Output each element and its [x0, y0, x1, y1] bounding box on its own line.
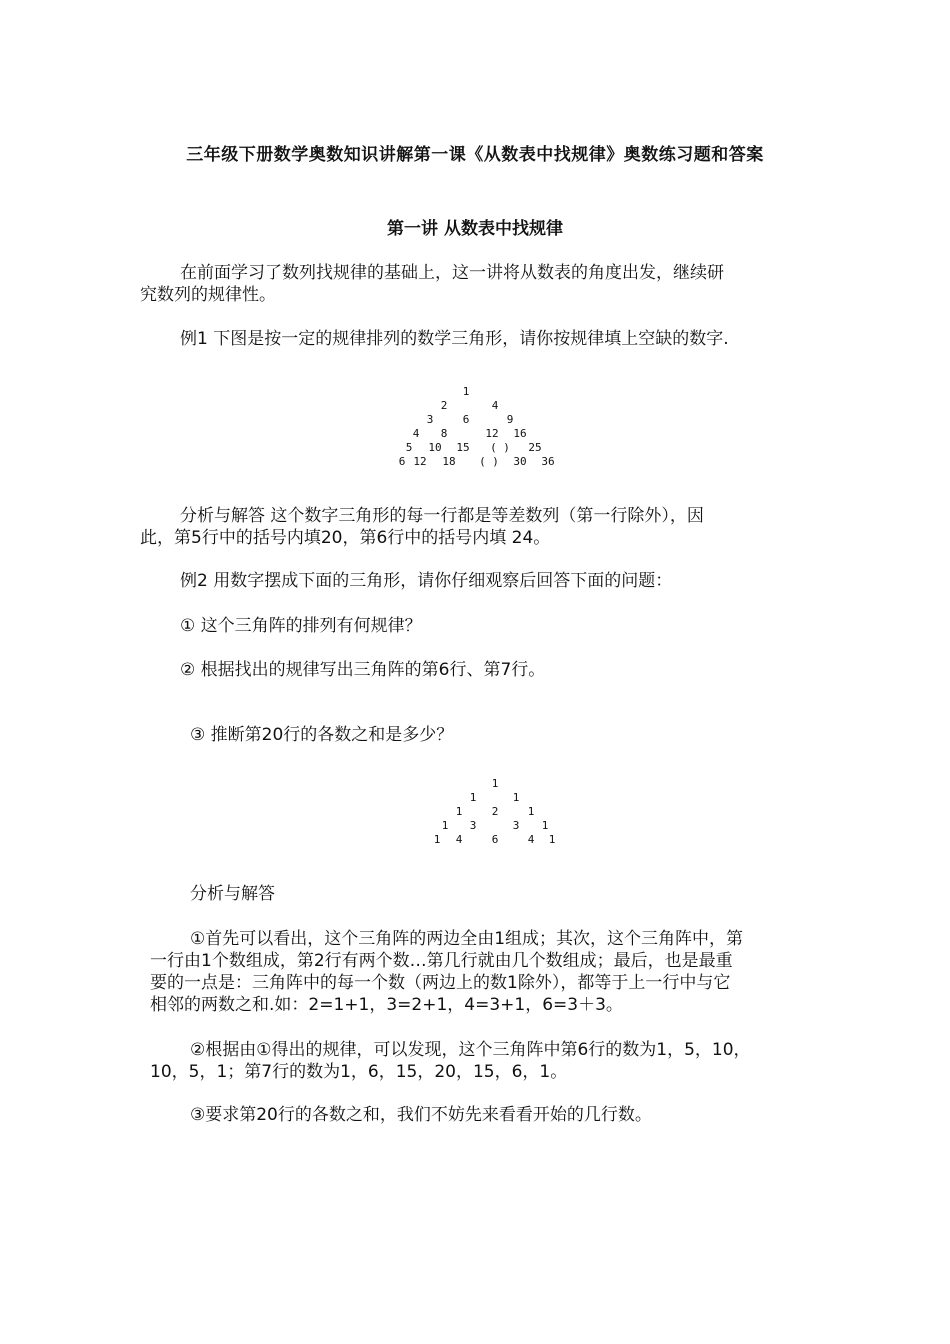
triangle2-cell: 6: [491, 833, 499, 846]
triangle1-cell: 5: [405, 441, 413, 454]
question-2: ② 根据找出的规律写出三角阵的第6行、第7行。: [180, 660, 546, 680]
triangle1-cell: 6: [462, 413, 470, 426]
triangle1-cell: 18: [442, 455, 456, 468]
triangle2-cell: 3: [512, 819, 520, 832]
analysis1-line-2: 此，第5行中的括号内填20，第6行中的括号内填 24。: [140, 528, 551, 548]
analysis2-heading: 分析与解答: [190, 884, 275, 904]
question-3: ③ 推断第20行的各数之和是多少？: [190, 725, 454, 745]
triangle1-cell: 12: [485, 427, 499, 440]
triangle1-cell: 16: [513, 427, 527, 440]
triangle1-cell: 8: [440, 427, 448, 440]
question-1: ① 这个三角阵的排列有何规律？: [180, 616, 422, 636]
intro-line-2: 究数列的规律性。: [140, 285, 276, 305]
answer2-line-2: 10，5，1；第7行的数为1，6，15，20，15，6，1。: [150, 1062, 568, 1082]
answer1-line-2: 一行由1个数组成，第2行有两个数…第几行就由几个数组成；最后，也是最重: [150, 951, 733, 971]
triangle1-cell: 30: [513, 455, 527, 468]
section-title: 第一讲 从数表中找规律: [387, 219, 563, 239]
triangle2-cell: 4: [527, 833, 535, 846]
triangle1-cell: 4: [412, 427, 420, 440]
triangle1-cell: 9: [506, 413, 514, 426]
triangle2-cell: 1: [455, 805, 463, 818]
triangle1-cell: 1: [462, 385, 470, 398]
triangle1-cell: 12: [413, 455, 427, 468]
intro-line-1: 在前面学习了数列找规律的基础上，这一讲将从数表的角度出发，继续研: [180, 263, 724, 283]
triangle2-cell: 1: [512, 791, 520, 804]
triangle1-blank: ( ): [490, 441, 510, 454]
triangle1-blank: ( ): [479, 455, 499, 468]
triangle1-cell: 3: [426, 413, 434, 426]
triangle2-cell: 1: [527, 805, 535, 818]
triangle1-cell: 15: [456, 441, 470, 454]
answer1-line-1: ①首先可以看出，这个三角阵的两边全由1组成；其次，这个三角阵中，第: [190, 929, 744, 949]
triangle2-cell: 1: [548, 833, 556, 846]
triangle1-cell: 6: [398, 455, 406, 468]
triangle1-cell: 4: [491, 399, 499, 412]
triangle1-cell: 36: [541, 455, 555, 468]
triangle2-cell: 1: [469, 791, 477, 804]
triangle2-cell: 1: [433, 833, 441, 846]
answer1-line-3: 要的一点是：三角阵中的每一个数（两边上的数1除外），都等于上一行中与它: [150, 973, 731, 993]
answer3-text: ③要求第20行的各数之和，我们不妨先来看看开始的几行数。: [190, 1105, 652, 1125]
triangle2-cell: 4: [455, 833, 463, 846]
triangle1-cell: 2: [440, 399, 448, 412]
answer1-line-4: 相邻的两数之和.如：2=1+1，3=2+1，4=3+1，6=3＋3。: [150, 995, 623, 1015]
triangle2-cell: 2: [491, 805, 499, 818]
example2-text: 例2 用数字摆成下面的三角形，请你仔细观察后回答下面的问题：: [180, 571, 673, 591]
triangle2-cell: 3: [469, 819, 477, 832]
triangle2-cell: 1: [541, 819, 549, 832]
example1-text: 例1 下图是按一定的规律排列的数学三角形，请你按规律填上空缺的数字.: [180, 329, 729, 349]
triangle1-cell: 10: [428, 441, 442, 454]
answer2-line-1: ②根据由①得出的规律，可以发现，这个三角阵中第6行的数为1，5，10，: [190, 1040, 751, 1060]
analysis1-line-1: 分析与解答 这个数字三角形的每一行都是等差数列（第一行除外），因: [180, 506, 704, 526]
document-title: 三年级下册数学奥数知识讲解第一课《从数表中找规律》奥数练习题和答案: [186, 145, 764, 165]
triangle1-cell: 25: [528, 441, 542, 454]
triangle2-cell: 1: [491, 777, 499, 790]
triangle2-cell: 1: [441, 819, 449, 832]
